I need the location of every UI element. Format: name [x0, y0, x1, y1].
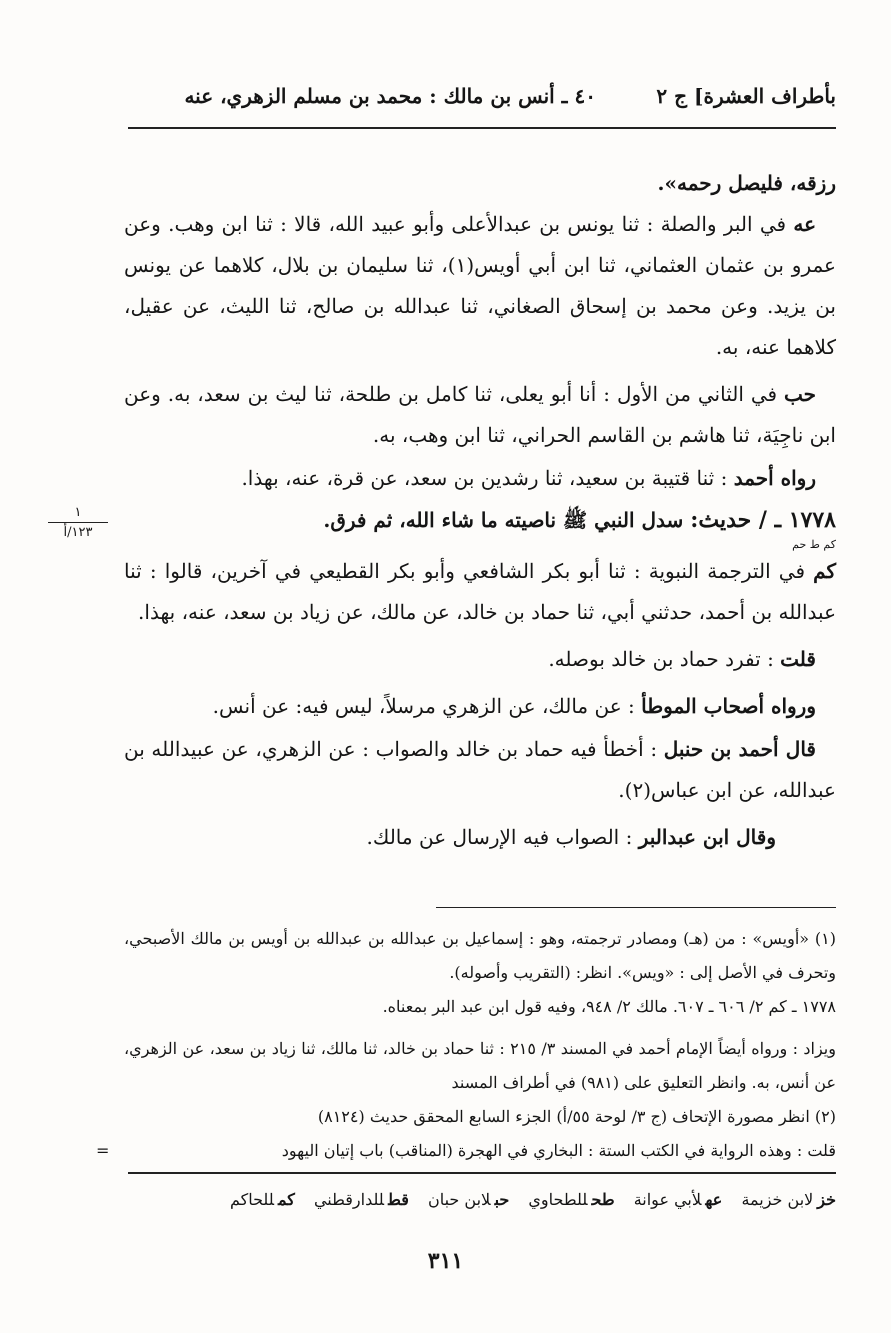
abbr-name: للدارقطني	[313, 1190, 385, 1209]
paragraph-continuation: رزقه، فليصل رحمه».	[657, 171, 836, 195]
footnote-separator	[436, 907, 836, 908]
footnote-1: (١) «أويس» : من (هـ) ومصادر ترجمته، وهو : إسماعيل بن عبدالله بن عبدالله بن أويس بن مالك الأصبحي، وتحرف في الأصل إلى : «ويس». انظر: (التقريب وأصوله).	[124, 929, 836, 982]
header-book-title: بأطراف العشرة] ج ٢	[656, 84, 836, 108]
footnotes	[96, 922, 836, 1168]
paragraph-ibn-abdilbarr-text: : الصواب فيه الإرسال عن مالك.	[366, 825, 639, 849]
abbreviations-rule	[128, 1172, 836, 1174]
continuation-mark: =	[96, 1141, 110, 1160]
paragraph-muwatta	[124, 686, 836, 727]
paragraph-km-text: في الترجمة النبوية : ثنا أبو بكر الشافعي وأبو بكر القطيعي في آخرين، قالوا : ثنا عبدالله بن أحمد، حدثني أبي، ثنا حماد بن خالد، عن مالك، عن زياد بن سعد، عنه، بهذا.	[124, 559, 836, 624]
margin-note	[48, 505, 108, 540]
main-text	[124, 163, 836, 858]
paragraph-ahmad-text: : ثنا قتيبة بن سعيد، ثنا رشدين بن سعد، عن قرة، عنه، بهذا.	[241, 466, 734, 490]
paragraph-ibn-hanbal	[124, 729, 836, 811]
hadith-number: ١٧٧٨ ـ / حديث:	[690, 507, 836, 533]
source-code-ah: عه	[793, 212, 816, 236]
abbr-code: حب	[494, 1190, 510, 1209]
header-chapter-title: ٤٠ ـ أنس بن مالك : محمد بن مسلم الزهري، عنه	[184, 84, 596, 108]
paragraph-ibn-hanbal-text: : أخطأ فيه حماد بن خالد والصواب : عن الزهري، عن عبيدالله بن عبدالله، عن ابن عباس(٢).	[124, 737, 836, 802]
paragraph-muwatta-text: : عن مالك، عن الزهري مرسلاً، ليس فيه: عن أنس.	[212, 694, 642, 718]
abbr-item	[741, 1190, 836, 1209]
abbreviations-key	[124, 1190, 836, 1209]
footnote-2: (٢) انظر مصورة الإتحاف (ج ٣/ لوحة ٥٥/أ) الجزء السابع المحقق حديث (٨١٢٤)	[317, 1107, 836, 1126]
abbr-code: كم	[278, 1190, 295, 1209]
lead-qultu: قلت	[780, 647, 816, 671]
paragraph-hb	[124, 374, 836, 456]
abbr-item	[230, 1190, 295, 1209]
abbr-code: طح	[591, 1190, 615, 1209]
paragraph-km	[124, 551, 836, 633]
abbr-name: للحاكم	[229, 1190, 274, 1209]
abbr-name: للطحاوي	[528, 1190, 588, 1209]
lead-ibn-abdilbarr: وقال ابن عبدالبر	[638, 825, 776, 849]
lead-ibn-hanbal: قال أحمد بن حنبل	[663, 737, 816, 761]
margin-note-bottom: ١٢٣/أ	[48, 522, 108, 540]
abbr-item	[528, 1190, 614, 1209]
paragraph-hb-text: في الثاني من الأول : أنا أبو يعلى، ثنا كامل بن طلحة، ثنا ليث بن سعد، به. وعن ابن ناجِيَة، ثنا هاشم بن القاسم الحراني، ثنا ابن وهب، به.	[124, 382, 836, 447]
abbr-name: لأبي عوانة	[633, 1190, 702, 1209]
paragraph-qultu	[124, 639, 836, 680]
lead-ahmad: رواه أحمد	[733, 466, 816, 490]
footnote-2-continued	[96, 1134, 836, 1168]
source-code-hb: حب	[783, 382, 816, 406]
hadith-title: سدل النبي ﷺ ناصيته ما شاء الله، ثم فرق.	[323, 508, 691, 532]
paragraph-qultu-text: : تفرد حماد بن خالد بوصله.	[548, 647, 781, 671]
paragraph-ibn-abdilbarr	[124, 817, 836, 858]
abbr-code: عه	[705, 1190, 723, 1209]
footnote-hadith-refs: ١٧٧٨ ـ كم ٢/ ٦٠٦ ـ ٦٠٧. مالك ٢/ ٩٤٨، وفيه قول ابن عبد البر بمعناه.	[382, 997, 836, 1016]
hadith-heading	[124, 501, 836, 539]
margin-note-top: ١	[74, 505, 82, 520]
footnote-2-continued-text: قلت : وهذه الرواية في الكتب الستة : البخاري في الهجرة (المناقب) باب إتيان اليهود	[281, 1141, 836, 1160]
source-code-km: كم	[813, 559, 836, 583]
hadith-sources-note: كم ط حم	[792, 538, 836, 551]
abbr-name: لابن خزيمة	[741, 1190, 814, 1209]
abbr-code: خز	[817, 1190, 836, 1209]
abbr-item	[428, 1190, 509, 1209]
abbr-name: لابن حبان	[427, 1190, 491, 1209]
abbr-code: قط	[388, 1190, 409, 1209]
paragraph-ahmad	[124, 458, 836, 499]
abbr-item	[634, 1190, 723, 1209]
paragraph-ah	[124, 204, 836, 368]
lead-muwatta: ورواه أصحاب الموطأ	[641, 694, 816, 718]
paragraph-ah-text: في البر والصلة : ثنا يونس بن عبدالأعلى وأبو عبيد الله، قالا : ثنا ابن وهب. وعن عمرو بن عثمان العثماني، ثنا ابن أبي أويس(١)، ثنا سليمان بن بلال، كلاهما عن يونس بن يزيد. وعن محمد بن إسحاق الصغاني، ثنا عبدالله بن صالح، ثنا الليث، عن عقيل، كلاهما عنه، به.	[124, 212, 836, 359]
abbr-item	[314, 1190, 409, 1209]
page-number: ٣١١	[427, 1248, 464, 1274]
footnote-additions: ويزاد : ورواه أيضاً الإمام أحمد في المسند ٣/ ٢١٥ : ثنا حماد بن خالد، ثنا مالك، ثنا زياد بن سعد، عن الزهري، عن أنس، به. وانظر التعليق على (٩٨١) في أطراف المسند	[124, 1039, 836, 1092]
header-rule	[128, 127, 836, 129]
